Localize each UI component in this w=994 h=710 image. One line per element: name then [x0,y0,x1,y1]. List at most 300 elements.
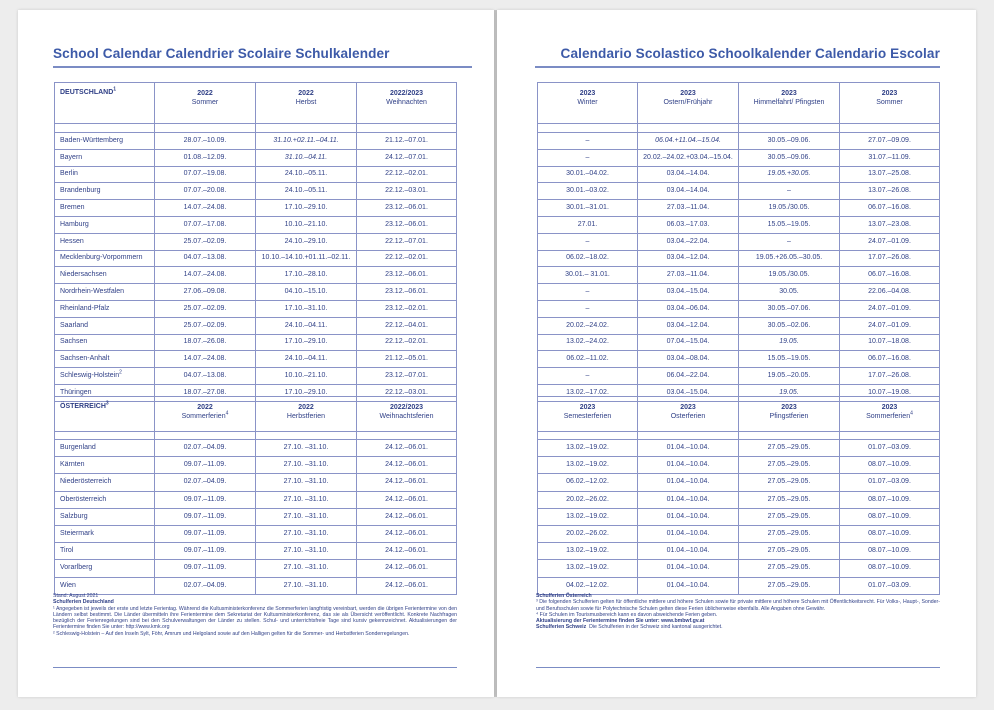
date-cell: 09.07.–11.09. [155,457,256,474]
date-cell: 27.05.–29.05. [739,577,840,594]
table-row [55,474,457,491]
header-label-text: Osterferien [670,413,706,420]
spacer-cell [357,124,457,133]
germany-table-2023 [537,82,940,402]
header-label-text: Winter [577,99,598,106]
date-cell: 24.12.–06.01. [357,457,457,474]
table-corner-label [55,397,155,432]
state-name [55,267,155,284]
date-cell: 19.05.+30.05. [739,166,840,183]
date-cell: 09.07.–11.09. [155,508,256,525]
table-row [55,577,457,594]
date-cell: 27.05.–29.05. [739,543,840,560]
date-cell: 13.02.–19.02. [538,543,638,560]
swiss-text: Die Schulferien in der Schweiz sind kantonal ausgerichtet. [589,624,723,631]
date-cell: 07.07.–19.08. [155,166,256,183]
date-cell: 30.05.–07.06. [739,300,840,317]
date-cell: 23.12.–06.01. [357,284,457,301]
date-cell: 27.10. –31.10. [256,525,357,542]
date-cell: 08.07.–10.09. [840,491,940,508]
spacer-cell [739,124,840,133]
germany-table-2022 [54,82,457,402]
footnote-mark: 3 [105,400,109,407]
date-cell: 17.07.–26.08. [840,250,940,267]
table-row [55,543,457,560]
date-cell: 21.12.–05.01. [357,351,457,368]
state-name: Burgenland [55,440,155,457]
state-label: Bayern [60,153,83,161]
date-cell: 04.07.–13.08. [155,250,256,267]
date-cell: 30.01.– 31.01. [538,267,638,284]
date-cell: 24.12.–06.01. [357,474,457,491]
state-label: Mecklenburg-Vorpommern [60,254,143,262]
date-cell: 01.04.–10.04. [638,577,739,594]
date-cell: 13.07.–25.08. [840,166,940,183]
state-name [55,183,155,200]
date-cell: 24.10.–04.11. [256,317,357,334]
header-label [359,98,454,107]
date-cell: 10.10.–21.10. [256,216,357,233]
date-cell: 23.12.–07.01. [357,368,457,385]
date-cell: 09.07.–11.09. [155,543,256,560]
date-cell: 13.07.–26.08. [840,183,940,200]
date-cell: 07.07.–17.08. [155,216,256,233]
header-label-text: Weihnachten [386,99,427,106]
table-row [55,250,457,267]
header-year: 2023 [781,90,797,97]
footnote-mark: 2 [119,369,122,376]
header-year: 2022/2023 [389,404,424,411]
date-cell: 18.07.–26.08. [155,334,256,351]
header-label [258,98,354,107]
date-cell: – [739,233,840,250]
date-cell: 01.04.–10.04. [638,474,739,491]
date-cell: 31.10.–04.11. [256,149,357,166]
date-cell: 21.12.–07.01. [357,133,457,150]
state-name: Steiermark [55,525,155,542]
table-row [538,508,940,525]
state-label: Brandenburg [60,187,101,195]
column-header [155,397,256,432]
date-cell: 10.07.–18.08. [840,334,940,351]
spacer-cell [256,432,357,440]
header-footnote-mark: 4 [910,410,913,417]
date-cell: – [538,284,638,301]
date-cell: 07.07.–20.08. [155,183,256,200]
header-year: 2022/2023 [389,90,424,97]
date-cell: – [538,133,638,150]
table-row [538,300,940,317]
state-name [55,216,155,233]
date-cell: 06.07.–16.08. [840,200,940,217]
state-name [55,233,155,250]
date-cell: 27.10. –31.10. [256,457,357,474]
date-cell: 30.05.–09.06. [739,149,840,166]
table-row [538,250,940,267]
state-name [55,133,155,150]
table-row [538,543,940,560]
date-cell: 06.02.–11.02. [538,351,638,368]
header-label [842,412,937,421]
spacer-row [55,432,457,440]
column-header [357,83,457,124]
date-cell: 27.06.–09.08. [155,284,256,301]
date-cell: 14.07.–24.08. [155,200,256,217]
date-cell: 27.05.–29.05. [739,440,840,457]
date-cell: 24.07.–01.09. [840,300,940,317]
date-cell: 09.07.–11.09. [155,560,256,577]
header-label-text: Semesterferien [563,413,612,420]
column-header [739,83,840,124]
table-row [55,440,457,457]
date-cell: 31.10.+02.11.–04.11. [256,133,357,150]
date-cell: 23.12.–06.01. [357,200,457,217]
date-cell: 30.01.–03.02. [538,183,638,200]
spacer-row [55,124,457,133]
date-cell: 25.07.–02.09. [155,317,256,334]
date-cell: 03.04.–15.04. [638,284,739,301]
date-cell: 09.07.–11.09. [155,491,256,508]
date-cell: 09.07.–11.09. [155,525,256,542]
date-cell: 22.12.–02.01. [357,250,457,267]
table-row [538,491,940,508]
date-cell: 06.02.–12.02. [538,474,638,491]
table-row [55,183,457,200]
table-row [538,474,940,491]
footnote-heading-at: Schulferien Österreich [536,593,592,599]
header-label-text: Herbst [295,99,317,106]
table-row [538,284,940,301]
date-cell: 27.03.–11.04. [638,200,739,217]
date-cell: 13.02.–19.02. [538,457,638,474]
table-row [538,368,940,385]
date-cell: 14.07.–24.08. [155,351,256,368]
date-cell: 06.04.+11.04.–15.04. [638,133,739,150]
spacer-row [538,124,940,133]
date-cell: 03.04.–22.04. [638,233,739,250]
spacer-cell [538,432,638,440]
date-cell: 22.12.–07.01. [357,233,457,250]
date-cell: 17.10.–29.10. [256,334,357,351]
header-row [55,397,457,432]
header-label-text: Sommer [876,99,903,106]
header-label-text: Pfingstferien [769,413,809,420]
date-cell: 03.04.–15.04. [638,384,739,401]
table-row [55,300,457,317]
date-cell: 02.07.–04.09. [155,440,256,457]
spacer-cell [357,432,457,440]
date-cell: 24.12.–06.01. [357,543,457,560]
table-row [55,166,457,183]
date-cell: 27.05.–29.05. [739,457,840,474]
header-label-text: Sommerferien [181,413,226,420]
date-cell: 20.02.–26.02. [538,525,638,542]
table-row [538,317,940,334]
table-corner-label [55,83,155,124]
date-cell: 03.04.–14.04. [638,166,739,183]
date-cell: 03.04.–08.04. [638,351,739,368]
header-year: 2023 [579,90,596,97]
date-cell: 17.10.–29.10. [256,200,357,217]
date-cell: 17.07.–26.08. [840,368,940,385]
table-row [55,525,457,542]
date-cell: 01.04.–10.04. [638,491,739,508]
state-name [55,368,155,385]
date-cell: 01.04.–10.04. [638,440,739,457]
table-row [55,351,457,368]
table-row [538,233,940,250]
date-cell: 27.05.–29.05. [739,560,840,577]
date-cell: 27.05.–29.05. [739,491,840,508]
left-footnotes [53,593,457,637]
date-cell: 19.05.–20.05. [739,368,840,385]
date-cell: 24.12.–06.01. [357,577,457,594]
header-label [540,412,635,421]
state-label: Schleswig-Holstein [60,372,120,380]
date-cell: 08.07.–10.09. [840,543,940,560]
left-bottom-line [53,667,457,668]
date-cell: 27.10. –31.10. [256,440,357,457]
header-label [540,98,635,107]
stand-note: Stand: August 2021 [53,593,99,599]
state-label: Sachsen-Anhalt [60,355,110,363]
date-cell: 17.10.–31.10. [256,300,357,317]
header-label [741,412,837,421]
date-cell: 08.07.–10.09. [840,508,940,525]
date-cell: 01.04.–10.04. [638,560,739,577]
state-name: Vorarlberg [55,560,155,577]
date-cell: – [538,233,638,250]
date-cell: 01.07.–03.09. [840,577,940,594]
date-cell: 22.12.–04.01. [357,317,457,334]
header-row [538,397,940,432]
table-row [538,334,940,351]
date-cell: 22.12.–02.01. [357,334,457,351]
column-header [739,397,840,432]
header-year: 2023 [680,90,696,97]
date-cell: 13.02.–19.02. [538,440,638,457]
date-cell: 18.07.–27.08. [155,384,256,401]
table-row [55,200,457,217]
header-label-text: Himmelfahrt/ Pfingsten [753,99,825,106]
state-label: Nordrhein-Westfalen [60,288,125,296]
table-row [538,267,940,284]
country-label: DEUTSCHLAND [60,89,114,96]
header-label [157,412,253,421]
table-row [55,284,457,301]
table-row [538,560,940,577]
table-row [55,508,457,525]
table-row [538,216,940,233]
date-cell: 22.12.–02.01. [357,166,457,183]
update-note: Aktualisierung der Ferientermine finden Sie unter: www.bmbwf.gv.at [536,618,705,625]
date-cell: 03.04.–12.04. [638,317,739,334]
date-cell: 20.02.–24.02.+03.04.–15.04. [638,149,739,166]
state-name [55,166,155,183]
column-header [638,83,739,124]
date-cell: 24.10.–05.11. [256,183,357,200]
date-cell: 10.10.–21.10. [256,368,357,385]
date-cell: 02.07.–04.09. [155,474,256,491]
date-cell: 15.05.–19.05. [739,216,840,233]
column-header [840,83,940,124]
table-row [55,457,457,474]
date-cell: 10.10.–14.10.+01.11.–02.11. [256,250,357,267]
state-label: Thüringen [60,388,92,396]
header-label-text: Weihnachtsferien [379,413,434,420]
date-cell: 14.07.–24.08. [155,267,256,284]
state-name: Wien [55,577,155,594]
austria-table-2022 [54,396,457,595]
date-cell: – [739,183,840,200]
state-name: Kärnten [55,457,155,474]
column-header [155,83,256,124]
spacer-cell [840,124,940,133]
left-page-title: School Calendar Calendrier Scolaire Schulkalender [53,46,390,61]
state-name: Oberösterreich [55,491,155,508]
date-cell: 17.10.–29.10. [256,384,357,401]
header-label [741,98,837,107]
spacer-cell [256,124,357,133]
date-cell: 23.12.–06.01. [357,267,457,284]
header-year: 2022 [197,404,213,411]
table-row [538,133,940,150]
date-cell: 03.04.–06.04. [638,300,739,317]
right-page-title: Calendario Scolastico Schoolkalender Calendario Escolar [560,46,940,61]
country-label: ÖSTERREICH [60,403,106,410]
spacer-cell [155,124,256,133]
date-cell: 13.02.–19.02. [538,560,638,577]
date-cell: 25.07.–02.09. [155,300,256,317]
footnote-4: ⁴ Für Schulen im Tourismusbereich kann es davon abweichende Ferien geben. [536,611,718,618]
left-page [18,10,494,697]
date-cell: 06.02.–18.02. [538,250,638,267]
date-cell: 13.07.–23.08. [840,216,940,233]
date-cell: 27.05.–29.05. [739,474,840,491]
spacer-cell [55,432,155,440]
footnote-3: ³ Die folgenden Schulferien gelten für öffentliche mittlere und höhere Schulen sowie für private mittlere und höhere Schulen mit Öffentlichkeitsrecht. Für Volks-, Haupt-, Sonder- und Berufsschulen sowie für Polytechnische Schulen gelten diese Ferien üblicherweise ebenfalls. Alle Angaben ohne Gewähr. [536,599,940,612]
date-cell: 15.05.–19.05. [739,351,840,368]
table-row [55,149,457,166]
header-label [640,412,736,421]
date-cell: 17.10.–28.10. [256,267,357,284]
date-cell: 04.02.–12.02. [538,577,638,594]
header-label [359,412,454,421]
spacer-cell [739,432,840,440]
date-cell: 27.05.–29.05. [739,508,840,525]
date-cell: 27.10. –31.10. [256,491,357,508]
date-cell: 01.04.–10.04. [638,508,739,525]
table-row [538,440,940,457]
state-label: Baden-Württemberg [60,136,124,144]
spacer-cell [538,124,638,133]
column-header [538,83,638,124]
date-cell: 24.12.–06.01. [357,508,457,525]
header-row [538,83,940,124]
date-cell: 13.02.–19.02. [538,508,638,525]
date-cell: 23.12.–02.01. [357,300,457,317]
date-cell: 31.07.–11.09. [840,149,940,166]
date-cell: 24.12.–06.01. [357,560,457,577]
date-cell: 24.12.–06.01. [357,491,457,508]
date-cell: 08.07.–10.09. [840,457,940,474]
state-name [55,149,155,166]
state-name [55,334,155,351]
table-row [538,166,940,183]
date-cell: 25.07.–02.09. [155,233,256,250]
date-cell: 24.10.–29.10. [256,233,357,250]
spacer-cell [55,124,155,133]
date-cell: 01.07.–03.09. [840,440,940,457]
date-cell: 10.07.–19.08. [840,384,940,401]
column-header [256,83,357,124]
column-header [840,397,940,432]
date-cell: 30.05. [739,284,840,301]
date-cell: 27.10. –31.10. [256,560,357,577]
date-cell: 28.07.–10.09. [155,133,256,150]
header-label-text: Ostern/Frühjahr [663,99,713,106]
header-label [842,98,937,107]
header-label-text: Sommerferien [866,413,911,420]
state-label: Niedersachsen [60,271,107,279]
header-year: 2023 [579,404,596,411]
state-label: Hessen [60,237,84,245]
title-underline [53,66,472,68]
date-cell: 07.04.–15.04. [638,334,739,351]
header-label-text: Sommer [191,99,219,106]
column-header [638,397,739,432]
spacer-cell [840,432,940,440]
spacer-row [538,432,940,440]
date-cell: 19.05.+26.05.–30.05. [739,250,840,267]
table-row [55,368,457,385]
date-cell: 19.05. [739,384,840,401]
date-cell: 24.10.–05.11. [256,166,357,183]
header-year: 2022 [298,90,314,97]
date-cell: 22.06.–04.08. [840,284,940,301]
state-name [55,284,155,301]
date-cell: 27.07.–09.09. [840,133,940,150]
date-cell: 24.07.–01.09. [840,233,940,250]
date-cell: 06.04.–22.04. [638,368,739,385]
header-label [640,98,736,107]
date-cell: 24.12.–06.01. [357,440,457,457]
state-label: Saarland [60,321,89,329]
date-cell: 24.10.–04.11. [256,351,357,368]
state-label: Rheinland-Pfalz [60,304,110,312]
date-cell: 27.10. –31.10. [256,474,357,491]
date-cell: 06.03.–17.03. [638,216,739,233]
table-row [538,577,940,594]
date-cell: 23.12.–06.01. [357,216,457,233]
state-label: Hamburg [60,220,89,228]
header-year: 2023 [881,404,898,411]
date-cell: 01.08.–12.09. [155,149,256,166]
date-cell: 19.05./30.05. [739,267,840,284]
date-cell: 01.04.–10.04. [638,543,739,560]
state-name: Salzburg [55,508,155,525]
date-cell: 30.05.–09.06. [739,133,840,150]
state-name: Tirol [55,543,155,560]
date-cell: 06.07.–16.08. [840,351,940,368]
date-cell: 08.07.–10.09. [840,560,940,577]
header-row [55,83,457,124]
header-year: 2023 [680,404,696,411]
header-label [258,412,354,421]
table-row [538,525,940,542]
footnote-2: ² Schleswig-Holstein – Auf den Inseln Sylt, Föhr, Amrum und Helgoland sowie auf den Halligen gelten für die Sommer- und Herbstferien Sonderregelungen. [53,630,410,637]
date-cell: 19.05. [739,334,840,351]
